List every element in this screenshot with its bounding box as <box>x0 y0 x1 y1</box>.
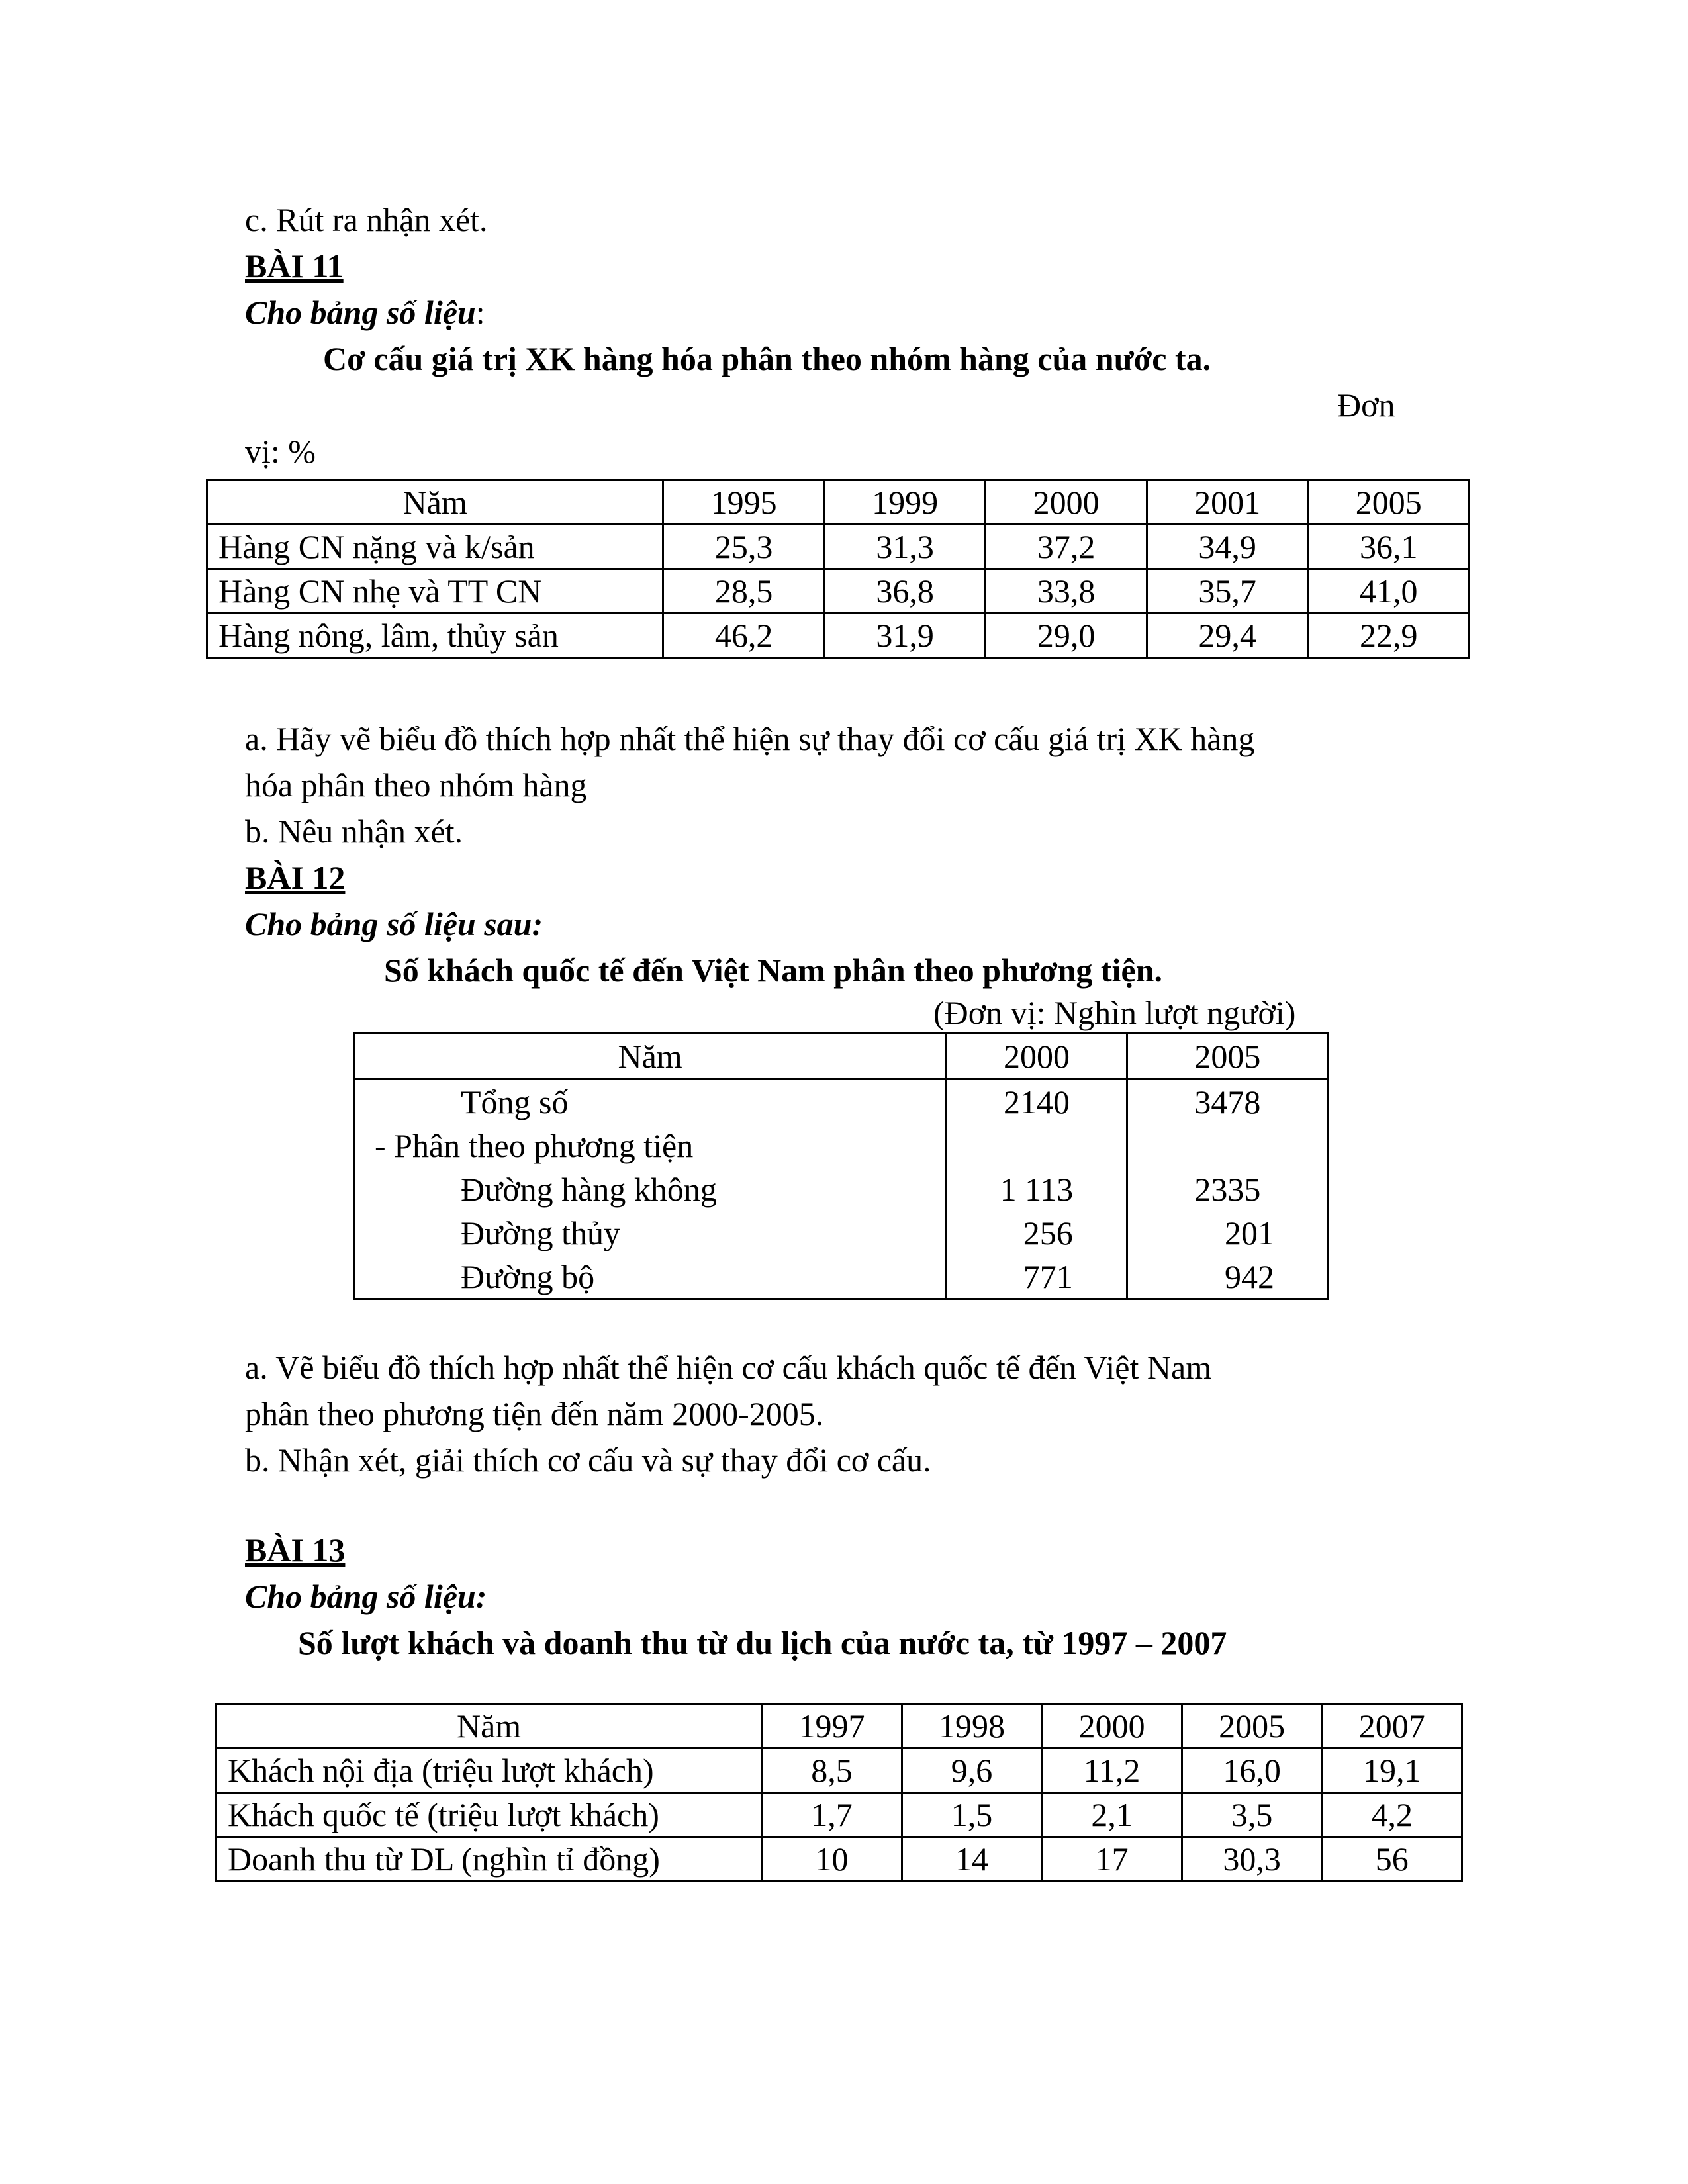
bai11-question-a-line1: a. Hãy vẽ biểu đồ thích hợp nhất thể hiện sự thay đổi cơ cấu giá trị XK hàng <box>245 720 1255 757</box>
table-row <box>354 1255 1329 1300</box>
table-cell: 36,8 <box>824 569 986 614</box>
bai11-lead-italic: Cho bảng số liệu <box>245 294 476 331</box>
table-cell: 41,0 <box>1308 569 1470 614</box>
table-cell: 11,2 <box>1042 1749 1182 1793</box>
bai11-unit-line2: vị: % <box>245 433 316 470</box>
header-cell: 1999 <box>824 480 986 525</box>
bai12-question-b: b. Nhận xét, giải thích cơ cấu và sự thay đổi cơ cấu. <box>245 1441 931 1479</box>
row-label: Hàng CN nặng và k/sản <box>207 525 663 569</box>
table-cell: 46,2 <box>663 614 825 658</box>
header-cell: 2005 <box>1182 1704 1322 1749</box>
table-cell: 10 <box>762 1837 902 1882</box>
header-cell: 1998 <box>902 1704 1042 1749</box>
bai12-lead: Cho bảng số liệu sau: <box>245 905 543 942</box>
table-cell: 31,9 <box>824 614 986 658</box>
header-cell: Năm <box>216 1704 762 1749</box>
row-label: Tổng số <box>354 1079 947 1124</box>
row-label: Đường hàng không <box>354 1167 947 1211</box>
table-cell: 2,1 <box>1042 1793 1182 1837</box>
bai13-lead: Cho bảng số liệu: <box>245 1578 487 1615</box>
table-row <box>207 614 1470 658</box>
table-header-row <box>207 480 1470 525</box>
table-cell <box>1127 1124 1328 1167</box>
table-cell <box>947 1124 1127 1167</box>
table-row <box>354 1167 1329 1211</box>
table-row <box>207 569 1470 614</box>
row-label: Đường bộ <box>354 1255 947 1300</box>
intro-text: c. Rút ra nhận xét. <box>245 201 488 238</box>
table-cell: 4,2 <box>1322 1793 1462 1837</box>
table-row <box>354 1211 1329 1255</box>
table-header-row <box>216 1704 1462 1749</box>
bai12-heading: BÀI 12 <box>245 859 346 896</box>
table-cell: 3478 <box>1127 1079 1328 1124</box>
table-cell: 19,1 <box>1322 1749 1462 1793</box>
table-row <box>354 1124 1329 1167</box>
table-cell: 17 <box>1042 1837 1182 1882</box>
table-row <box>216 1793 1462 1837</box>
bai11-title: Cơ cấu giá trị XK hàng hóa phân theo nhóm hàng của nước ta. <box>323 340 1211 377</box>
table-cell: 14 <box>902 1837 1042 1882</box>
table-header-row <box>354 1034 1329 1079</box>
row-label: Hàng CN nhẹ và TT CN <box>207 569 663 614</box>
bai12-table <box>353 1032 1329 1300</box>
table-cell: 201 <box>1127 1211 1328 1255</box>
table-cell: 30,3 <box>1182 1837 1322 1882</box>
table-row <box>216 1749 1462 1793</box>
table-cell: 56 <box>1322 1837 1462 1882</box>
header-cell: 2005 <box>1127 1034 1328 1079</box>
table-cell: 771 <box>947 1255 1127 1300</box>
table-cell: 31,3 <box>824 525 986 569</box>
table-row <box>354 1079 1329 1124</box>
row-label: - Phân theo phương tiện <box>354 1124 947 1167</box>
bai13-heading: BÀI 13 <box>245 1531 346 1569</box>
header-cell: 2007 <box>1322 1704 1462 1749</box>
row-label: Khách quốc tế (triệu lượt khách) <box>216 1793 762 1837</box>
row-label: Hàng nông, lâm, thủy sản <box>207 614 663 658</box>
table-cell: 1 113 <box>947 1167 1127 1211</box>
header-cell: Năm <box>207 480 663 525</box>
table-cell: 22,9 <box>1308 614 1470 658</box>
table-cell: 256 <box>947 1211 1127 1255</box>
bai12-title: Số khách quốc tế đến Việt Nam phân theo phương tiện. <box>384 952 1162 989</box>
table-cell: 25,3 <box>663 525 825 569</box>
table-cell: 9,6 <box>902 1749 1042 1793</box>
bai12-question-a-line2: phân theo phương tiện đến năm 2000-2005. <box>245 1395 824 1432</box>
table-cell: 3,5 <box>1182 1793 1322 1837</box>
table-cell: 36,1 <box>1308 525 1470 569</box>
table-cell: 942 <box>1127 1255 1328 1300</box>
header-cell: 2000 <box>986 480 1147 525</box>
table-cell: 29,0 <box>986 614 1147 658</box>
header-cell: 2005 <box>1308 480 1470 525</box>
table-cell: 35,7 <box>1147 569 1308 614</box>
row-label: Đường thủy <box>354 1211 947 1255</box>
table-row <box>207 525 1470 569</box>
table-cell: 29,4 <box>1147 614 1308 658</box>
row-label: Khách nội địa (triệu lượt khách) <box>216 1749 762 1793</box>
table-cell: 8,5 <box>762 1749 902 1793</box>
bai11-table <box>206 479 1470 659</box>
table-cell: 1,5 <box>902 1793 1042 1837</box>
header-cell: 1995 <box>663 480 825 525</box>
bai11-heading: BÀI 11 <box>245 248 344 285</box>
bai13-title: Số lượt khách và doanh thu từ du lịch của nước ta, từ 1997 – 2007 <box>298 1624 1227 1661</box>
table-cell: 37,2 <box>986 525 1147 569</box>
bai12-question-a-line1: a. Vẽ biểu đồ thích hợp nhất thể hiện cơ cấu khách quốc tế đến Việt Nam <box>245 1349 1212 1386</box>
bai13-table <box>215 1703 1463 1882</box>
row-label: Doanh thu từ DL (nghìn tỉ đồng) <box>216 1837 762 1882</box>
table-cell: 34,9 <box>1147 525 1308 569</box>
header-cell: 1997 <box>762 1704 902 1749</box>
header-cell: 2000 <box>947 1034 1127 1079</box>
header-cell: 2000 <box>1042 1704 1182 1749</box>
bai11-unit-line1: Đơn <box>1337 387 1395 424</box>
table-cell: 16,0 <box>1182 1749 1322 1793</box>
bai12-unit: (Đơn vị: Nghìn lượt người) <box>933 994 1296 1031</box>
header-cell: Năm <box>354 1034 947 1079</box>
table-cell: 28,5 <box>663 569 825 614</box>
bai11-question-b: b. Nêu nhận xét. <box>245 813 463 850</box>
table-cell: 2335 <box>1127 1167 1328 1211</box>
bai11-question-a-line2: hóa phân theo nhóm hàng <box>245 766 587 803</box>
table-cell: 33,8 <box>986 569 1147 614</box>
table-row <box>216 1837 1462 1882</box>
bai11-lead-colon: : <box>475 294 485 331</box>
header-cell: 2001 <box>1147 480 1308 525</box>
bai11-lead <box>245 293 485 332</box>
table-cell: 1,7 <box>762 1793 902 1837</box>
table-cell: 2140 <box>947 1079 1127 1124</box>
